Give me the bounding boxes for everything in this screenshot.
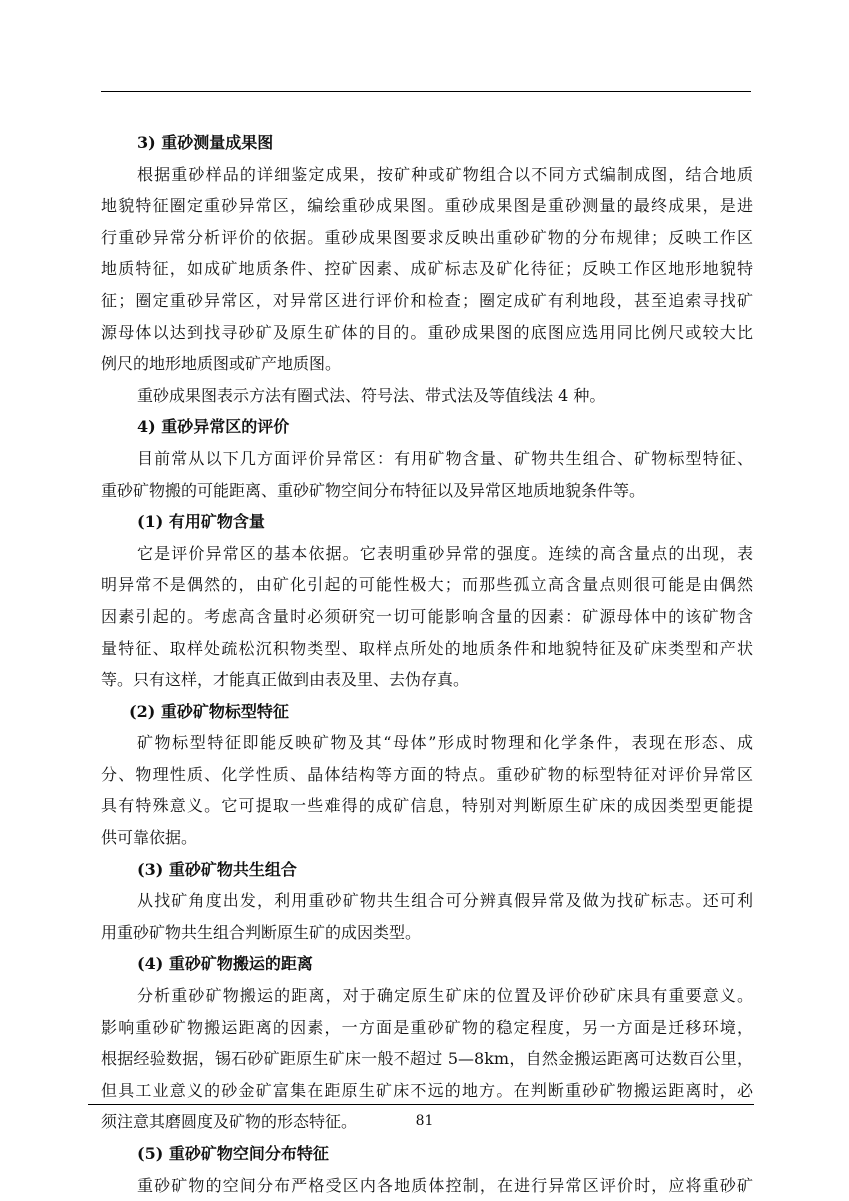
text-line: 等。只有这样，才能真正做到由表及里、去伪存真。 xyxy=(101,670,470,690)
text-line: 分析重砂矿物搬运的距离，对于确定原生矿床的位置及评价砂矿床具有重要意义。 xyxy=(137,986,753,1006)
text-line: 行重砂异常分析评价的依据。重砂成果图要求反映出重砂矿物的分布规律；反映工作区 xyxy=(101,227,753,247)
text-line: 目前常从以下几方面评价异常区：有用矿物含量、矿物共生组合、矿物标型特征、 xyxy=(137,448,753,468)
text-line: 矿物标型特征即能反映矿物及其“母体”形成时物理和化学条件，表现在形态、成 xyxy=(137,733,753,753)
text-line: 明异常不是偶然的，由矿化引起的可能性极大；而那些孤立高含量点则很可能是由偶然 xyxy=(101,575,753,595)
header-rule xyxy=(101,91,751,92)
text-line: 根据经验数据，锡石砂矿距原生矿床一般不超过 5—8km，自然金搬运距离可达数百公里， xyxy=(101,1049,753,1069)
text-line: 征；圈定重砂异常区，对异常区进行评价和检查；圈定成矿有利地段，甚至追索寻找矿 xyxy=(101,290,753,310)
page-number: 81 xyxy=(415,1113,434,1129)
text-line: 根据重砂样品的详细鉴定成果，按矿种或矿物组合以不同方式编制成图，结合地质 xyxy=(137,164,753,184)
subsection-heading: (3) 重砂矿物共生组合 xyxy=(137,859,297,879)
text-line: 重砂矿物的空间分布严格受区内各地质体控制，在进行异常区评价时，应将重砂矿 xyxy=(137,1175,753,1195)
text-line: 具有特殊意义。它可提取一些难得的成矿信息，特别对判断原生矿床的成因类型更能提 xyxy=(101,796,753,816)
text-line: 供可靠依据。 xyxy=(101,828,198,848)
subsection-heading: (4) 重砂矿物搬运的距离 xyxy=(137,954,313,974)
text-line: 例尺的地形地质图或矿产地质图。 xyxy=(101,354,342,374)
text-line: 源母体以达到找寻砂矿及原生矿体的目的。重砂成果图的底图应选用同比例尺或较大比 xyxy=(101,322,753,342)
text-line: 影响重砂矿物搬运距离的因素，一方面是重砂矿物的稳定程度，另一方面是迁移环境， xyxy=(101,1017,753,1037)
subsection-heading: (2) 重砂矿物标型特征 xyxy=(129,701,289,721)
text-line: 分、物理性质、化学性质、晶体结构等方面的特点。重砂矿物的标型特征对评价异常区 xyxy=(101,764,753,784)
subsection-heading: (1) 有用矿物含量 xyxy=(137,512,265,532)
section-heading: 4) 重砂异常区的评价 xyxy=(137,417,290,437)
text-line: 地质特征，如成矿地质条件、控矿因素、成矿标志及矿化待征；反映工作区地形地貌特 xyxy=(101,259,753,279)
page-body xyxy=(101,127,753,1201)
text-line: 从找矿角度出发，利用重砂矿物共生组合可分辨真假异常及做为找矿标志。还可利 xyxy=(137,891,753,911)
text-line: 重砂成果图表示方法有圈式法、符号法、带式法及等值线法 4 种。 xyxy=(137,385,606,405)
text-line: 量特征、取样处疏松沉积物类型、取样点所处的地质条件和地貌特征及矿床类型和产状 xyxy=(101,638,753,658)
text-line: 但具工业意义的砂金矿富集在距原生矿床不远的地方。在判断重砂矿物搬运距离时，必 xyxy=(101,1080,753,1100)
section-heading: 3) 重砂测量成果图 xyxy=(137,133,274,152)
text-line: 须注意其磨圆度及矿物的形态特征。 xyxy=(101,1112,358,1132)
footer-rule xyxy=(88,1104,754,1105)
text-line: 用重砂矿物共生组合判断原生矿的成因类型。 xyxy=(101,922,422,942)
text-line: 重砂矿物搬的可能距离、重砂矿物空间分布特征以及异常区地质地貌条件等。 xyxy=(101,480,646,500)
text-line: 它是评价异常区的基本依据。它表明重砂异常的强度。连续的高含量点的出现，表 xyxy=(137,543,753,563)
text-line: 地貌特征圈定重砂异常区，编绘重砂成果图。重砂成果图是重砂测量的最终成果，是进 xyxy=(101,196,753,216)
subsection-heading: (5) 重砂矿物空间分布特征 xyxy=(137,1144,329,1163)
text-line: 因素引起的。考虑高含量时必须研究一切可能影响含量的因素：矿源母体中的该矿物含 xyxy=(101,606,753,626)
